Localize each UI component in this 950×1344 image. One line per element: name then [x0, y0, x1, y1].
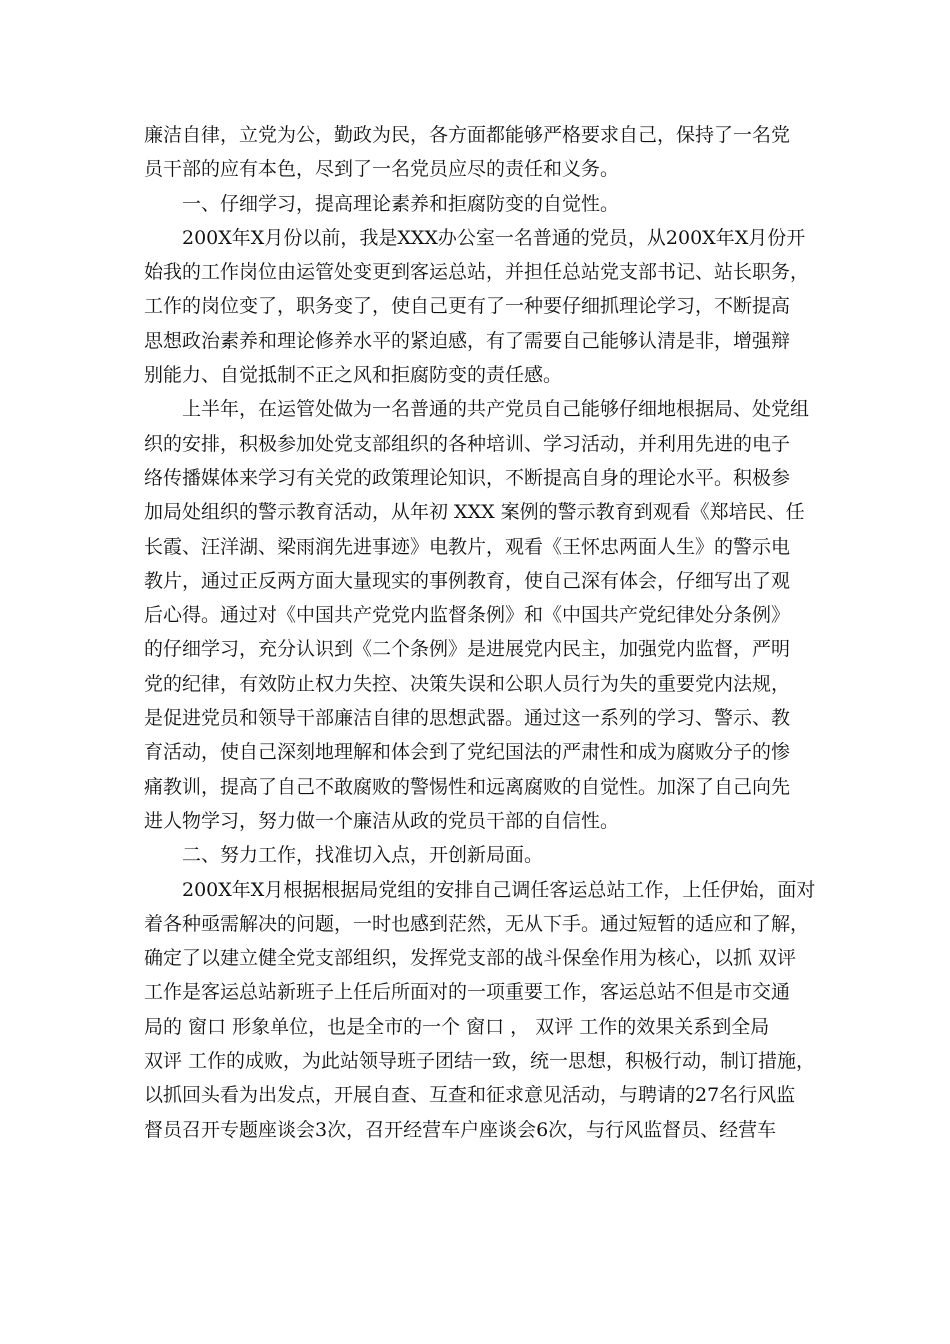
section-heading: 二、努力工作，找准切入点，开创新局面。	[144, 844, 544, 867]
text-line: 着各种亟需解决的问题，一时也感到茫然，无从下手。通过短暂的适应和了解，	[144, 912, 810, 935]
text-line: 教片，通过正反两方面大量现实的事例教育，使自己深有体会，仔细写出了观	[144, 569, 791, 592]
text-line: 是促进党员和领导干部廉洁自律的思想武器。通过这一系列的学习、警示、教	[144, 707, 791, 730]
text-line: 思想政治素养和理论修养水平的紧迫感，有了需要自己能够认清是非，增强辩	[144, 329, 791, 352]
text-line: 确定了以建立健全党支部组织，发挥党支部的战斗保垒作用为核心，以抓 双评	[144, 947, 797, 970]
text-line: 后心得。通过对《中国共产党党内监督条例》和《中国共产党纪律处分条例》	[144, 604, 791, 627]
text-line: 员干部的应有本色，尽到了一名党员应尽的责任和义务。	[144, 158, 620, 181]
text-line: 加局处组织的警示教育活动，从年初 XXX 案例的警示教育到观看《郑培民、任	[144, 501, 805, 524]
text-line: 进人物学习，努力做一个廉洁从政的党员干部的自信性。	[144, 809, 620, 832]
section-heading: 一、仔细学习，提高理论素养和拒腐防变的自觉性。	[144, 192, 620, 215]
text-line: 党的纪律，有效防止权力失控、决策失误和公职人员行为失的重要党内法规，	[144, 672, 791, 695]
text-line: 局的 窗口 形象单位，也是全市的一个 窗口 ， 双评 工作的效果关系到全局	[144, 1015, 770, 1038]
body-text	[144, 118, 824, 1147]
text-line: 络传播媒体来学习有关党的政策理论知识，不断提高自身的理论水平。积极参	[144, 466, 791, 489]
text-line: 长霞、汪洋湖、梁雨润先进事迹》电教片，观看《王怀忠两面人生》的警示电	[144, 535, 791, 558]
text-line: 工作是客运总站新班子上任后所面对的一项重要工作，客运总站不但是市交通	[144, 981, 791, 1004]
text-line: 以抓回头看为出发点，开展自查、互查和征求意见活动，与聘请的27名行风监	[144, 1084, 796, 1107]
text-line: 始我的工作岗位由运管处变更到客运总站，并担任总站党支部书记、站长职务，	[144, 261, 810, 284]
text-line: 别能力、自觉抵制不正之风和拒腐防变的责任感。	[144, 364, 563, 387]
text-line: 督员召开专题座谈会3次，召开经营车户座谈会6次，与行风监督员、经营车	[144, 1118, 777, 1141]
text-line: 工作的岗位变了，职务变了，使自己更有了一种要仔细抓理论学习，不断提高	[144, 295, 791, 318]
text-line: 织的安排，积极参加处党支部组织的各种培训、学习活动，并利用先进的电子	[144, 432, 791, 455]
text-line: 200X年X月份以前，我是XXX办公室一名普通的党员，从200X年X月份开	[144, 226, 806, 249]
text-line: 育活动，使自己深刻地理解和体会到了党纪国法的严肃性和成为腐败分子的惨	[144, 741, 791, 764]
text-line: 廉洁自律，立党为公，勤政为民，各方面都能够严格要求自己，保持了一名党	[144, 124, 791, 146]
text-line: 双评 工作的成败，为此站领导班子团结一致，统一思想，积极行动，制订措施，	[144, 1050, 816, 1073]
text-line: 痛教训，提高了自己不敢腐败的警惕性和远离腐败的自觉性。加深了自己向先	[144, 775, 791, 798]
text-line: 的仔细学习，充分认识到《二个条例》是进展党内民主，加强党内监督，严明	[144, 638, 791, 661]
text-line: 上半年，在运管处做为一名普通的共产党员自己能够仔细地根据局、处党组	[144, 398, 810, 421]
text-line: 200X年X月根据根据局党组的安排自己调任客运总站工作，上任伊始，面对	[144, 878, 816, 901]
